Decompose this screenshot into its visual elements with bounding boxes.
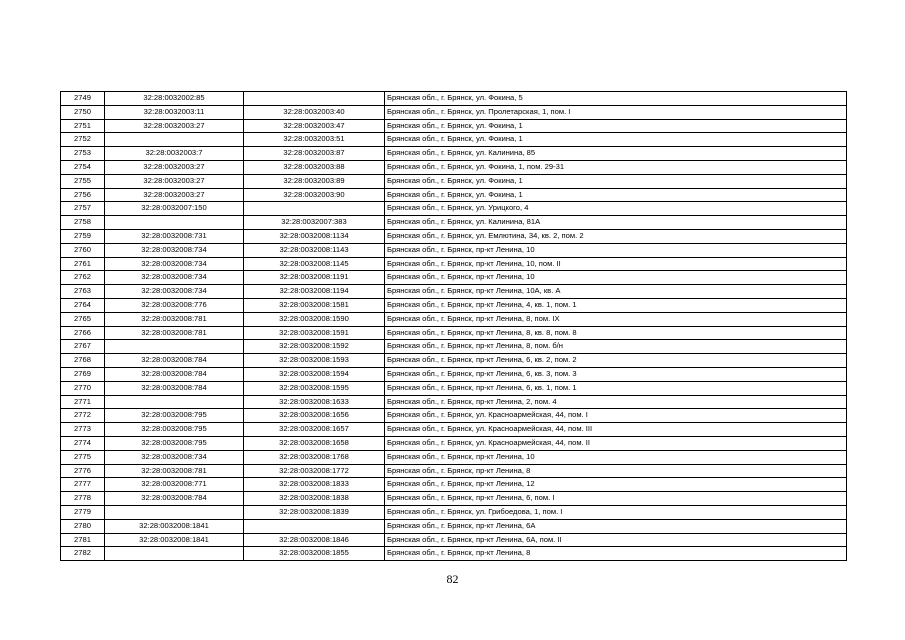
cadastral-number-cell: 32:28:0032008:781	[105, 326, 244, 340]
address-cell: Брянская обл., г. Брянск, пр-кт Ленина, 2, пом. 4	[385, 395, 847, 409]
cadastral-number-cell	[105, 216, 244, 230]
table-row	[61, 519, 847, 533]
cadastral-number-cell: 32:28:0032008:734	[105, 257, 244, 271]
table-row	[61, 340, 847, 354]
cadastral-number-cell: 32:28:0032008:734	[105, 243, 244, 257]
row-number-cell: 2758	[61, 216, 105, 230]
object-cadastral-number-cell: 32:28:0032007:383	[244, 216, 385, 230]
row-number-cell: 2772	[61, 409, 105, 423]
row-number-cell: 2761	[61, 257, 105, 271]
row-number-cell: 2767	[61, 340, 105, 354]
address-cell: Брянская обл., г. Брянск, пр-кт Ленина, 6, кв. 3, пом. 3	[385, 367, 847, 381]
table-row	[61, 326, 847, 340]
cadastral-number-cell: 32:28:0032008:734	[105, 285, 244, 299]
object-cadastral-number-cell: 32:28:0032008:1657	[244, 423, 385, 437]
address-cell: Брянская обл., г. Брянск, ул. Фокина, 1	[385, 119, 847, 133]
row-number-cell: 2749	[61, 92, 105, 106]
cadastral-number-cell	[105, 395, 244, 409]
table-row	[61, 367, 847, 381]
table-row	[61, 423, 847, 437]
table-row	[61, 188, 847, 202]
address-cell: Брянская обл., г. Брянск, ул. Красноармейская, 44, пом. I	[385, 409, 847, 423]
cadastral-number-cell	[105, 505, 244, 519]
cadastral-number-cell: 32:28:0032008:734	[105, 450, 244, 464]
cadastral-number-cell: 32:28:0032008:795	[105, 423, 244, 437]
object-cadastral-number-cell: 32:28:0032008:1833	[244, 478, 385, 492]
row-number-cell: 2755	[61, 174, 105, 188]
address-cell: Брянская обл., г. Брянск, ул. Калинина, 85	[385, 147, 847, 161]
cadastral-number-cell: 32:28:0032008:734	[105, 271, 244, 285]
row-number-cell: 2757	[61, 202, 105, 216]
table-row	[61, 285, 847, 299]
row-number-cell: 2781	[61, 533, 105, 547]
table-row	[61, 160, 847, 174]
row-number-cell: 2768	[61, 354, 105, 368]
row-number-cell: 2754	[61, 160, 105, 174]
object-cadastral-number-cell: 32:28:0032008:1143	[244, 243, 385, 257]
address-cell: Брянская обл., г. Брянск, пр-кт Ленина, 8, пом. IX	[385, 312, 847, 326]
cadastral-number-cell: 32:28:0032008:795	[105, 409, 244, 423]
object-cadastral-number-cell: 32:28:0032003:90	[244, 188, 385, 202]
row-number-cell: 2777	[61, 478, 105, 492]
object-cadastral-number-cell: 32:28:0032003:87	[244, 147, 385, 161]
address-cell: Брянская обл., г. Брянск, пр-кт Ленина, 8, кв. 8, пом. 8	[385, 326, 847, 340]
address-cell: Брянская обл., г. Брянск, пр-кт Ленина, 12	[385, 478, 847, 492]
object-cadastral-number-cell: 32:28:0032008:1191	[244, 271, 385, 285]
row-number-cell: 2774	[61, 436, 105, 450]
row-number-cell: 2770	[61, 381, 105, 395]
table-row	[61, 243, 847, 257]
object-cadastral-number-cell: 32:28:0032008:1772	[244, 464, 385, 478]
object-cadastral-number-cell: 32:28:0032008:1591	[244, 326, 385, 340]
row-number-cell: 2775	[61, 450, 105, 464]
table-row	[61, 147, 847, 161]
address-cell: Брянская обл., г. Брянск, пр-кт Ленина, 4, кв. 1, пом. 1	[385, 298, 847, 312]
row-number-cell: 2773	[61, 423, 105, 437]
table-row	[61, 409, 847, 423]
address-cell: Брянская обл., г. Брянск, ул. Пролетарская, 1, пом. I	[385, 105, 847, 119]
row-number-cell: 2750	[61, 105, 105, 119]
cadastral-number-cell: 32:28:0032003:27	[105, 160, 244, 174]
address-cell: Брянская обл., г. Брянск, ул. Фокина, 1, пом. 29-31	[385, 160, 847, 174]
row-number-cell: 2763	[61, 285, 105, 299]
address-cell: Брянская обл., г. Брянск, пр-кт Ленина, 6, пом. I	[385, 492, 847, 506]
row-number-cell: 2751	[61, 119, 105, 133]
object-cadastral-number-cell: 32:28:0032008:1194	[244, 285, 385, 299]
table-row	[61, 202, 847, 216]
cadastral-number-cell: 32:28:0032008:776	[105, 298, 244, 312]
cadastral-number-cell: 32:28:0032003:7	[105, 147, 244, 161]
row-number-cell: 2765	[61, 312, 105, 326]
object-cadastral-number-cell: 32:28:0032008:1134	[244, 229, 385, 243]
address-cell: Брянская обл., г. Брянск, ул. Фокина, 1	[385, 174, 847, 188]
cadastral-number-cell: 32:28:0032008:784	[105, 354, 244, 368]
object-cadastral-number-cell: 32:28:0032008:1656	[244, 409, 385, 423]
object-cadastral-number-cell: 32:28:0032008:1768	[244, 450, 385, 464]
address-cell: Брянская обл., г. Брянск, ул. Калинина, 81А	[385, 216, 847, 230]
object-cadastral-number-cell: 32:28:0032008:1846	[244, 533, 385, 547]
table-row	[61, 395, 847, 409]
object-cadastral-number-cell: 32:28:0032008:1595	[244, 381, 385, 395]
address-cell: Брянская обл., г. Брянск, ул. Фокина, 1	[385, 133, 847, 147]
cadastral-number-cell	[105, 340, 244, 354]
cadastral-number-cell: 32:28:0032003:27	[105, 188, 244, 202]
object-cadastral-number-cell: 32:28:0032008:1855	[244, 547, 385, 561]
object-cadastral-number-cell: 32:28:0032008:1839	[244, 505, 385, 519]
table-row	[61, 478, 847, 492]
table-row	[61, 174, 847, 188]
cadastral-number-cell: 32:28:0032003:27	[105, 174, 244, 188]
table-row	[61, 312, 847, 326]
object-cadastral-number-cell: 32:28:0032008:1581	[244, 298, 385, 312]
address-cell: Брянская обл., г. Брянск, пр-кт Ленина, 10, пом. II	[385, 257, 847, 271]
object-cadastral-number-cell: 32:28:0032003:47	[244, 119, 385, 133]
object-cadastral-number-cell	[244, 202, 385, 216]
cadastral-number-cell: 32:28:0032008:781	[105, 312, 244, 326]
table-row	[61, 547, 847, 561]
object-cadastral-number-cell: 32:28:0032008:1590	[244, 312, 385, 326]
table-row	[61, 298, 847, 312]
registry-table	[60, 91, 847, 561]
table-row	[61, 354, 847, 368]
cadastral-number-cell: 32:28:0032002:85	[105, 92, 244, 106]
address-cell: Брянская обл., г. Брянск, пр-кт Ленина, 6, кв. 1, пом. 1	[385, 381, 847, 395]
object-cadastral-number-cell: 32:28:0032008:1594	[244, 367, 385, 381]
table-row	[61, 533, 847, 547]
row-number-cell: 2778	[61, 492, 105, 506]
object-cadastral-number-cell: 32:28:0032008:1633	[244, 395, 385, 409]
table-row	[61, 436, 847, 450]
row-number-cell: 2760	[61, 243, 105, 257]
cadastral-number-cell: 32:28:0032008:795	[105, 436, 244, 450]
table-row	[61, 381, 847, 395]
row-number-cell: 2752	[61, 133, 105, 147]
table-row	[61, 133, 847, 147]
address-cell: Брянская обл., г. Брянск, пр-кт Ленина, 6А	[385, 519, 847, 533]
row-number-cell: 2753	[61, 147, 105, 161]
cadastral-number-cell: 32:28:0032008:781	[105, 464, 244, 478]
table-row	[61, 271, 847, 285]
row-number-cell: 2764	[61, 298, 105, 312]
address-cell: Брянская обл., г. Брянск, ул. Фокина, 5	[385, 92, 847, 106]
cadastral-number-cell: 32:28:0032003:11	[105, 105, 244, 119]
table-row	[61, 216, 847, 230]
object-cadastral-number-cell	[244, 519, 385, 533]
object-cadastral-number-cell: 32:28:0032008:1658	[244, 436, 385, 450]
cadastral-number-cell: 32:28:0032008:784	[105, 492, 244, 506]
cadastral-number-cell: 32:28:0032008:784	[105, 367, 244, 381]
address-cell: Брянская обл., г. Брянск, пр-кт Ленина, 8	[385, 464, 847, 478]
address-cell: Брянская обл., г. Брянск, пр-кт Ленина, 8	[385, 547, 847, 561]
object-cadastral-number-cell: 32:28:0032008:1838	[244, 492, 385, 506]
address-cell: Брянская обл., г. Брянск, ул. Красноармейская, 44, пом. II	[385, 436, 847, 450]
address-cell: Брянская обл., г. Брянск, пр-кт Ленина, 10А, кв. А	[385, 285, 847, 299]
row-number-cell: 2759	[61, 229, 105, 243]
object-cadastral-number-cell: 32:28:0032003:40	[244, 105, 385, 119]
row-number-cell: 2776	[61, 464, 105, 478]
page-number: 82	[446, 572, 459, 586]
object-cadastral-number-cell: 32:28:0032003:89	[244, 174, 385, 188]
table-row	[61, 505, 847, 519]
table-row	[61, 229, 847, 243]
row-number-cell: 2780	[61, 519, 105, 533]
registry-table-body	[61, 92, 847, 561]
object-cadastral-number-cell: 32:28:0032008:1593	[244, 354, 385, 368]
table-row	[61, 92, 847, 106]
cadastral-number-cell: 32:28:0032007:150	[105, 202, 244, 216]
row-number-cell: 2771	[61, 395, 105, 409]
table-row	[61, 105, 847, 119]
address-cell: Брянская обл., г. Брянск, ул. Емлютина, 34, кв. 2, пом. 2	[385, 229, 847, 243]
cadastral-number-cell: 32:28:0032003:27	[105, 119, 244, 133]
cadastral-number-cell: 32:28:0032008:731	[105, 229, 244, 243]
object-cadastral-number-cell: 32:28:0032003:88	[244, 160, 385, 174]
object-cadastral-number-cell	[244, 92, 385, 106]
object-cadastral-number-cell: 32:28:0032003:51	[244, 133, 385, 147]
address-cell: Брянская обл., г. Брянск, ул. Грибоедова, 1, пом. I	[385, 505, 847, 519]
address-cell: Брянская обл., г. Брянск, пр-кт Ленина, 6, кв. 2, пом. 2	[385, 354, 847, 368]
address-cell: Брянская обл., г. Брянск, пр-кт Ленина, 10	[385, 450, 847, 464]
address-cell: Брянская обл., г. Брянск, пр-кт Ленина, 10	[385, 271, 847, 285]
row-number-cell: 2766	[61, 326, 105, 340]
row-number-cell: 2769	[61, 367, 105, 381]
address-cell: Брянская обл., г. Брянск, ул. Урицкого, 4	[385, 202, 847, 216]
table-row	[61, 492, 847, 506]
table-row	[61, 119, 847, 133]
object-cadastral-number-cell: 32:28:0032008:1145	[244, 257, 385, 271]
address-cell: Брянская обл., г. Брянск, пр-кт Ленина, 10	[385, 243, 847, 257]
address-cell: Брянская обл., г. Брянск, ул. Красноармейская, 44, пом. III	[385, 423, 847, 437]
cadastral-number-cell	[105, 547, 244, 561]
row-number-cell: 2779	[61, 505, 105, 519]
address-cell: Брянская обл., г. Брянск, пр-кт Ленина, 6А, пом. II	[385, 533, 847, 547]
row-number-cell: 2756	[61, 188, 105, 202]
table-row	[61, 450, 847, 464]
address-cell: Брянская обл., г. Брянск, ул. Фокина, 1	[385, 188, 847, 202]
cadastral-number-cell: 32:28:0032008:1841	[105, 519, 244, 533]
row-number-cell: 2762	[61, 271, 105, 285]
cadastral-number-cell: 32:28:0032008:784	[105, 381, 244, 395]
cadastral-number-cell	[105, 133, 244, 147]
cadastral-number-cell: 32:28:0032008:1841	[105, 533, 244, 547]
cadastral-number-cell: 32:28:0032008:771	[105, 478, 244, 492]
address-cell: Брянская обл., г. Брянск, пр-кт Ленина, 8, пом. б/н	[385, 340, 847, 354]
table-row	[61, 257, 847, 271]
table-row	[61, 464, 847, 478]
row-number-cell: 2782	[61, 547, 105, 561]
object-cadastral-number-cell: 32:28:0032008:1592	[244, 340, 385, 354]
